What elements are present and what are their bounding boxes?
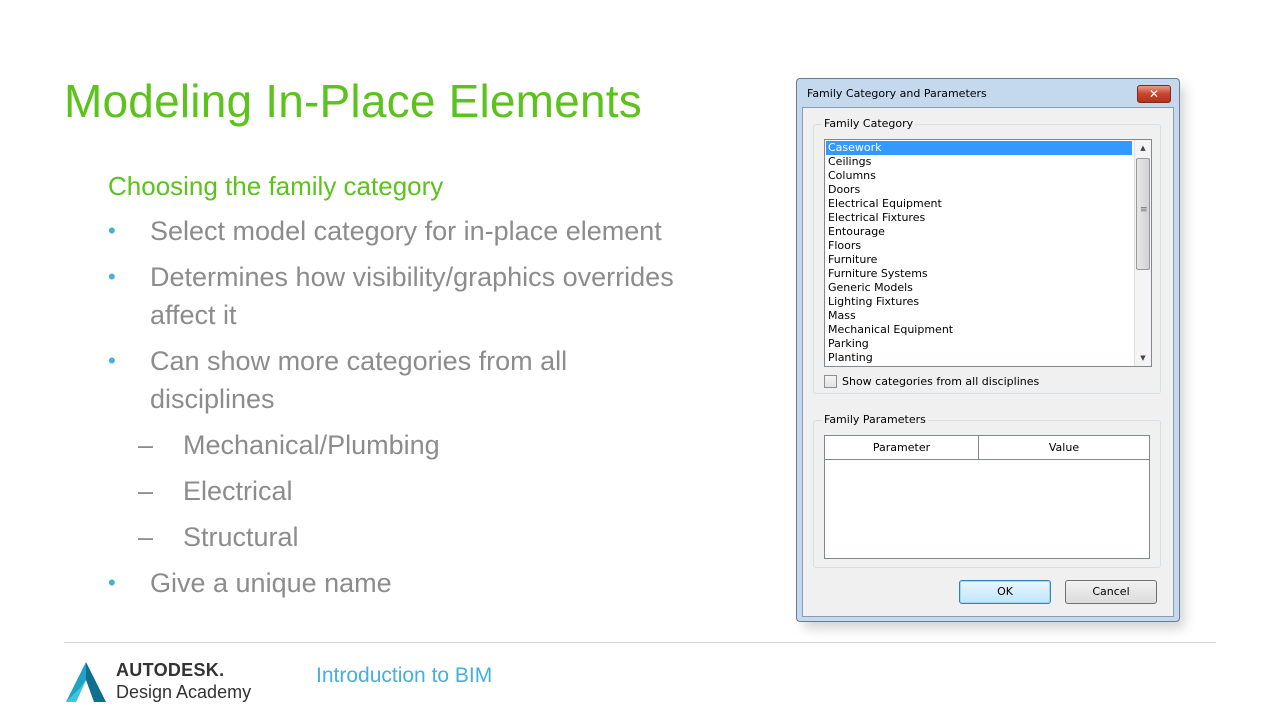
table-header: [825, 436, 1149, 460]
bullet-item: [108, 342, 688, 418]
bullet-icon: •: [108, 570, 116, 595]
category-listbox[interactable]: [824, 139, 1152, 367]
dash-icon: –: [138, 430, 154, 460]
slide-content: [108, 168, 688, 602]
bullet-item: [108, 212, 688, 250]
list-item[interactable]: Electrical Equipment: [828, 197, 942, 210]
bullet-icon: •: [108, 264, 116, 289]
dialog-titlebar[interactable]: [797, 79, 1179, 107]
group-label: Family Parameters: [824, 413, 926, 426]
category-list: [826, 141, 1132, 365]
list-item[interactable]: Mechanical Equipment: [828, 323, 954, 336]
list-item[interactable]: Mass: [828, 309, 856, 322]
list-item[interactable]: Electrical Fixtures: [828, 211, 926, 224]
list-item[interactable]: Columns: [828, 169, 876, 182]
bullet-icon: •: [108, 348, 116, 373]
parameters-table[interactable]: [824, 435, 1150, 559]
list-item[interactable]: Floors: [828, 239, 862, 252]
list-item[interactable]: Entourage: [828, 225, 885, 238]
dialog-title: Family Category and Parameters: [807, 87, 987, 100]
scroll-up-icon[interactable]: ▲: [1140, 144, 1146, 152]
autodesk-logo: [64, 656, 254, 708]
sub-bullet-item: [108, 472, 688, 510]
sub-bullet-text: Structural: [183, 522, 299, 552]
scroll-down-icon[interactable]: ▼: [1140, 354, 1146, 362]
logo-subtitle: Design Academy: [116, 682, 252, 702]
bullet-item: [108, 564, 688, 602]
sub-bullet-item: [108, 518, 688, 556]
list-item[interactable]: Furniture: [828, 253, 878, 266]
close-button[interactable]: [1137, 85, 1171, 103]
show-all-label[interactable]: Show categories from all disciplines: [842, 375, 1040, 388]
list-item[interactable]: Parking: [828, 337, 869, 350]
grip-icon: ≡: [1140, 205, 1148, 215]
family-category-group: [813, 117, 1161, 394]
list-item[interactable]: Generic Models: [828, 281, 913, 294]
family-category-dialog: [796, 78, 1180, 622]
bullet-text: Select model category for in-place element: [150, 216, 662, 246]
slide-title: Modeling In-Place Elements: [64, 75, 642, 127]
sub-bullet-item: [108, 426, 688, 464]
close-icon: ✕: [1148, 87, 1160, 101]
list-item[interactable]: Furniture Systems: [828, 267, 928, 280]
bullet-text: Can show more categories from all disciplines: [150, 346, 568, 414]
dash-icon: –: [138, 476, 154, 506]
show-all-checkbox[interactable]: [824, 375, 837, 388]
bullet-item: [108, 258, 688, 334]
list-item[interactable]: Doors: [828, 183, 861, 196]
dash-icon: –: [138, 522, 154, 552]
list-item[interactable]: Planting: [828, 351, 873, 364]
dialog-body: [802, 107, 1174, 617]
cancel-button[interactable]: Cancel: [1065, 580, 1157, 604]
bullet-text: Give a unique name: [150, 568, 392, 598]
group-label: Family Category: [824, 117, 914, 130]
course-name: Introduction to BIM: [316, 664, 493, 687]
bullet-text: Determines how visibility/graphics overrides affect it: [150, 262, 674, 330]
column-header-parameter[interactable]: Parameter: [825, 436, 979, 460]
family-parameters-group: [813, 413, 1161, 568]
list-item[interactable]: Lighting Fixtures: [828, 295, 920, 308]
footer-divider: [64, 642, 1216, 643]
sub-bullet-text: Mechanical/Plumbing: [183, 430, 440, 460]
scrollbar[interactable]: [1134, 140, 1151, 366]
logo-brand: AUTODESK.: [116, 660, 225, 680]
ok-button[interactable]: OK: [959, 580, 1051, 604]
autodesk-logo-icon: [64, 660, 108, 704]
subheading: Choosing the family category: [108, 171, 444, 201]
list-item[interactable]: Ceilings: [828, 155, 872, 168]
sub-bullet-text: Electrical: [183, 476, 293, 506]
list-item[interactable]: Casework: [826, 141, 1132, 155]
scroll-thumb[interactable]: [1136, 158, 1150, 270]
column-header-value[interactable]: Value: [1048, 441, 1080, 454]
bullet-icon: •: [108, 218, 116, 243]
